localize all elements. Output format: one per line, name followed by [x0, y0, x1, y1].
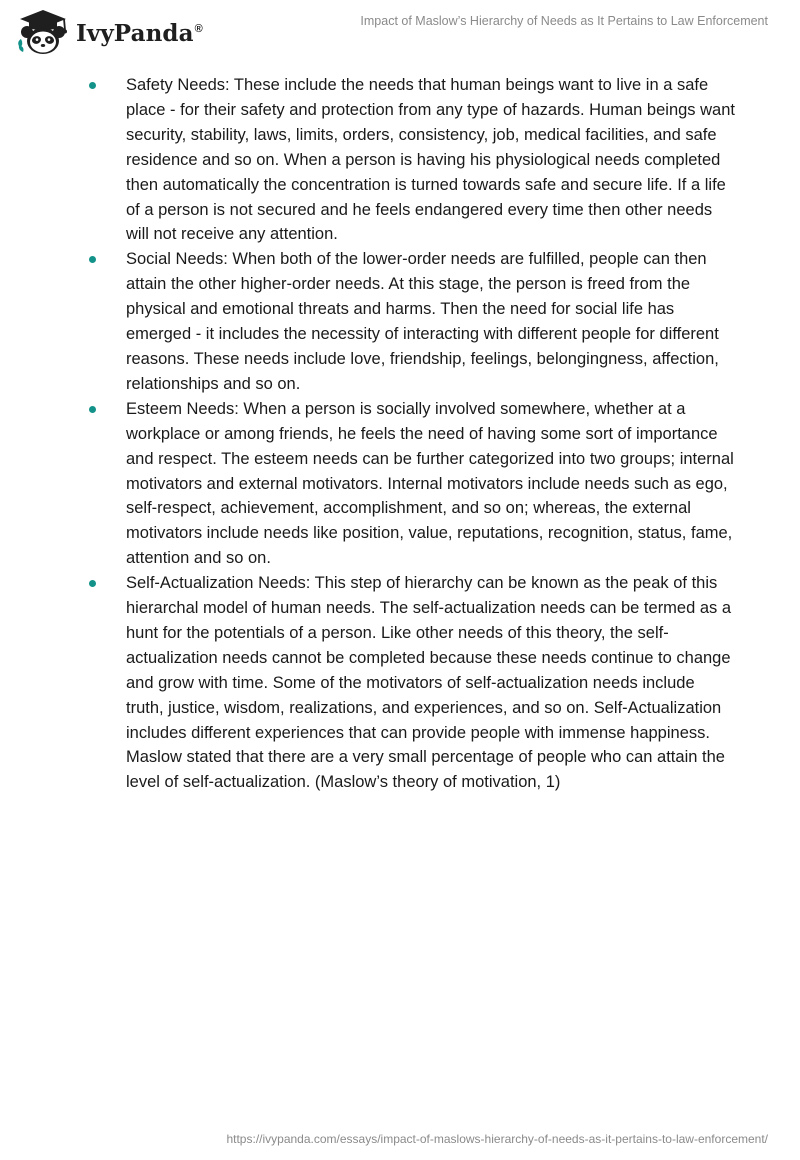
list-item-esteem-needs: [86, 397, 736, 571]
source-url[interactable]: https://ivypanda.com/essays/impact-of-maslows-hierarchy-of-needs-as-it-pertains-to-law-enforcement/: [226, 1132, 768, 1146]
list-item-text: Self-Actualization Needs: This step of hierarchy can be known as the peak of this hierarchal model of human needs. The self-actualization needs can be termed as a hunt for the potentials of a person. Like other needs of this theory, the self-actualization needs cannot be completed because these needs continue to change and grow with time. Some of the motivators of self-actualization needs include truth, justice, wisdom, realizations, and experiences, and so on. Self-Actualization includes different experiences that can provide people with immense happiness. Maslow stated that there are a very small percentage of people who can attain the level of self-actualization. (Maslow’s theory of motivation, 1): [126, 574, 732, 792]
list-item-safety-needs: [86, 73, 736, 247]
panda-graduate-icon: [14, 8, 72, 56]
bullet-icon: [89, 82, 96, 89]
bullet-icon: [89, 406, 96, 413]
page-header: [0, 0, 800, 62]
bullet-icon: [89, 256, 96, 263]
list-item-self-actualization-needs: [86, 571, 736, 795]
document-title: Impact of Maslow’s Hierarchy of Needs as It Pertains to Law Enforcement: [360, 14, 768, 28]
essay-content: [86, 73, 736, 795]
list-item-text: Safety Needs: These include the needs that human beings want to live in a safe place - for their safety and protection from any type of hazards. Human beings want security, stability, laws, limits, orders, consistency, job, medical facilities, and safe residence and so on. When a person is having his physiological needs completed then automatically the concentration is turned towards safe and secure life. If a life of a person is not secured and he feels endangered every time then other needs will not receive any attention.: [126, 76, 735, 244]
list-item-text: Esteem Needs: When a person is socially involved somewhere, whether at a workplace or among friends, he feels the need of having some sort of importance and respect. The esteem needs can be further categorized into two groups; internal motivators and external motivators. Internal motivators include needs such as ego, self-respect, achievement, accomplishment, and so on; whereas, the external motivators include needs like position, value, reputations, recognition, status, fame, attention and so on.: [126, 399, 734, 568]
list-item-social-needs: [86, 247, 736, 396]
ivypanda-logo[interactable]: [14, 8, 203, 56]
list-item-text: Social Needs: When both of the lower-order needs are fulfilled, people can then attain the other higher-order needs. At this stage, the person is freed from the physical and emotional threats and harms. Then the need for social life has emerged - it includes the necessity of interacting with different people for different reasons. These needs include love, friendship, feelings, belongingness, affection, relationships and so on.: [126, 250, 719, 393]
brand-name: IvyPanda®: [76, 19, 203, 47]
needs-list: [86, 73, 736, 795]
bullet-icon: [89, 580, 96, 587]
